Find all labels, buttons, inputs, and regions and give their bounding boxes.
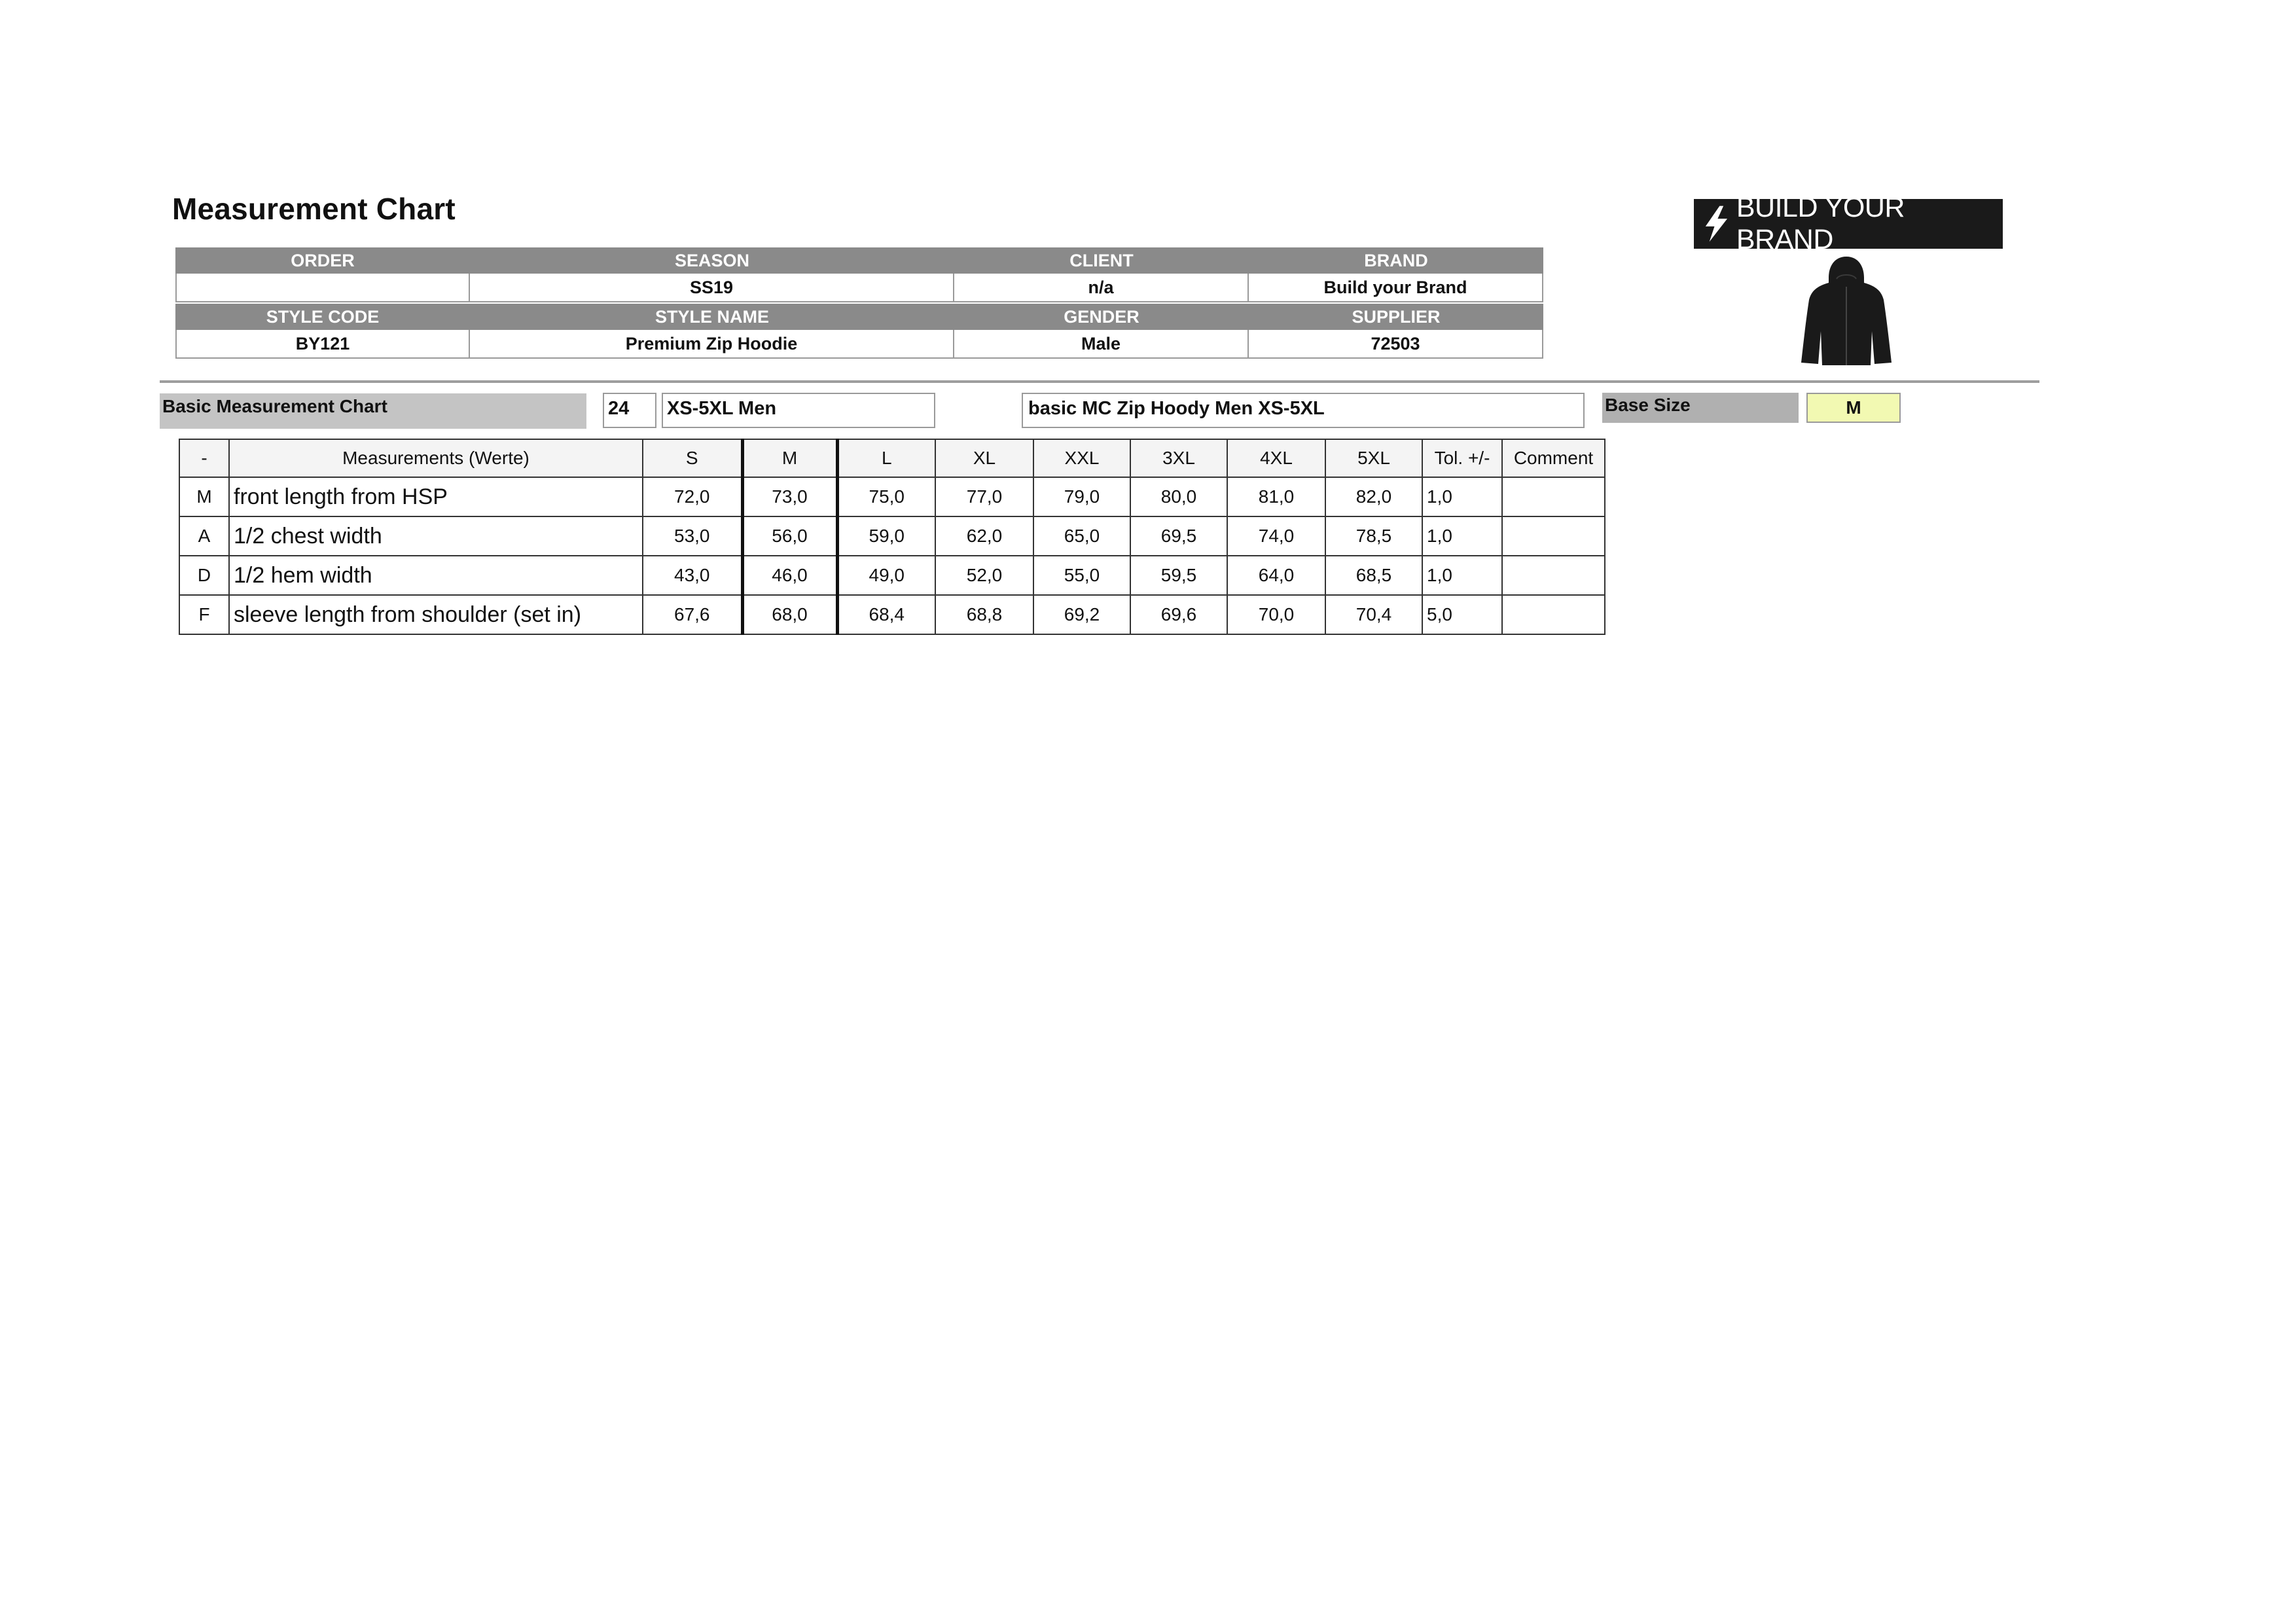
cell-l: 68,4 [837,595,935,634]
cell-xl: 68,8 [935,595,1033,634]
logo-text: BUILD YOUR BRAND [1736,192,1905,255]
table-row [179,595,1605,634]
label-season: SEASON [470,247,954,274]
label-style-code: STYLE CODE [175,304,470,330]
cell-comment [1502,477,1605,516]
header-values-row-2 [175,330,1543,359]
cell-xxl: 55,0 [1033,556,1130,595]
cell-3xl: 80,0 [1130,477,1227,516]
value-season: SS19 [470,274,954,302]
measurement-table [179,439,1605,635]
table-row [179,516,1605,556]
row-description: sleeve length from shoulder (set in) [229,595,643,634]
cell-s: 72,0 [643,477,742,516]
section-divider [160,380,2039,383]
cell-comment [1502,516,1605,556]
cell-3xl: 69,5 [1130,516,1227,556]
row-code: A [179,516,229,556]
cell-s: 67,6 [643,595,742,634]
hoodie-icon [1800,254,1893,368]
chart-number-field: 24 [603,393,656,428]
header-size-5xl: 5XL [1325,439,1422,477]
cell-l: 75,0 [837,477,935,516]
brand-logo [1694,192,2003,255]
table-header-row [179,439,1605,477]
cell-l: 49,0 [837,556,935,595]
value-style-code: BY121 [175,330,470,359]
label-gender: GENDER [954,304,1249,330]
label-client: CLIENT [954,247,1249,274]
header-size-4xl: 4XL [1227,439,1325,477]
cell-5xl: 78,5 [1325,516,1422,556]
cell-xxl: 69,2 [1033,595,1130,634]
size-range-field: XS-5XL Men [662,393,935,428]
value-brand: Build your Brand [1249,274,1543,302]
value-gender: Male [954,330,1249,359]
header-size-xl: XL [935,439,1033,477]
value-style-name: Premium Zip Hoodie [470,330,954,359]
label-style-name: STYLE NAME [470,304,954,330]
cell-4xl: 70,0 [1227,595,1325,634]
cell-3xl: 69,6 [1130,595,1227,634]
cell-m: 56,0 [742,516,837,556]
cell-xxl: 65,0 [1033,516,1130,556]
cell-comment [1502,556,1605,595]
cell-3xl: 59,5 [1130,556,1227,595]
cell-5xl: 70,4 [1325,595,1422,634]
header-size-s: S [643,439,742,477]
value-client: n/a [954,274,1249,302]
cell-l: 59,0 [837,516,935,556]
cell-m: 68,0 [742,595,837,634]
header-tolerance: Tol. +/- [1422,439,1502,477]
cell-s: 53,0 [643,516,742,556]
cell-s: 43,0 [643,556,742,595]
header-size-l: L [837,439,935,477]
row-description: 1/2 hem width [229,556,643,595]
cell-xxl: 79,0 [1033,477,1130,516]
base-size-value: M [1806,393,1901,423]
cell-tolerance: 1,0 [1422,477,1502,516]
label-brand: BRAND [1249,247,1543,274]
table-row [179,556,1605,595]
lightning-bolt-icon [1700,204,1732,244]
basic-measurement-chart-label: Basic Measurement Chart [160,393,586,429]
row-code: D [179,556,229,595]
cell-4xl: 81,0 [1227,477,1325,516]
header-labels-row-2 [175,304,1543,330]
cell-m: 73,0 [742,477,837,516]
cell-comment [1502,595,1605,634]
page-title: Measurement Chart [172,192,456,226]
header-code: - [179,439,229,477]
cell-m: 46,0 [742,556,837,595]
header-measurement: Measurements (Werte) [229,439,643,477]
header-size-3xl: 3XL [1130,439,1227,477]
value-order [175,274,470,302]
cell-xl: 52,0 [935,556,1033,595]
row-code: F [179,595,229,634]
table-row [179,477,1605,516]
row-code: M [179,477,229,516]
cell-xl: 77,0 [935,477,1033,516]
cell-5xl: 68,5 [1325,556,1422,595]
cell-4xl: 64,0 [1227,556,1325,595]
cell-xl: 62,0 [935,516,1033,556]
label-supplier: SUPPLIER [1249,304,1543,330]
label-order: ORDER [175,247,470,274]
row-description: front length from HSP [229,477,643,516]
header-size-m: M [742,439,837,477]
header-values-row-1 [175,274,1543,302]
base-size-label: Base Size [1602,393,1799,423]
cell-tolerance: 1,0 [1422,516,1502,556]
header-size-xxl: XXL [1033,439,1130,477]
cell-tolerance: 5,0 [1422,595,1502,634]
row-description: 1/2 chest width [229,516,643,556]
chart-name-field: basic MC Zip Hoody Men XS-5XL [1022,393,1585,428]
cell-4xl: 74,0 [1227,516,1325,556]
cell-5xl: 82,0 [1325,477,1422,516]
cell-tolerance: 1,0 [1422,556,1502,595]
header-comment: Comment [1502,439,1605,477]
header-labels-row-1 [175,247,1543,274]
value-supplier: 72503 [1249,330,1543,359]
